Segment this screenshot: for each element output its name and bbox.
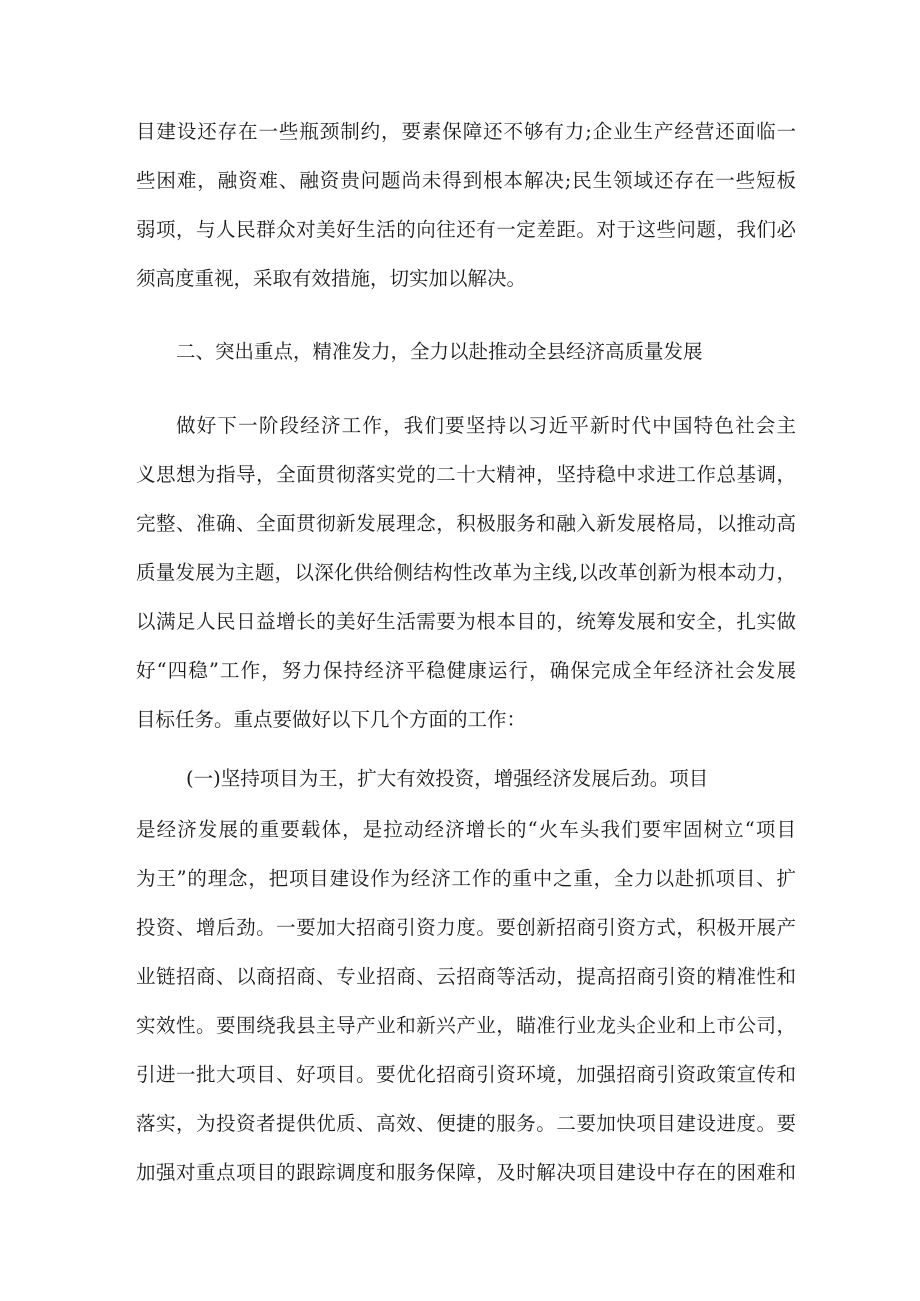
paragraph-line: 些困难，融资难、融资贵问题尚未得到根本解决;民生领域还存在一些短板 (136, 169, 796, 192)
paragraph-line: 做好下一阶段经济工作，我们要坚持以习近平新时代中国特色社会主 (176, 414, 796, 437)
paragraph-line: 业链招商、以商招商、专业招商、云招商等活动，提高招商引资的精准性和 (136, 965, 796, 988)
paragraph-line: 完整、准确、全面贯彻新发展理念，积极服务和融入新发展格局，以推动高 (136, 512, 796, 535)
paragraph-line: 义思想为指导，全面贯彻落实党的二十大精神，坚持稳中求进工作总基调， (136, 463, 796, 486)
paragraph-line: 以满足人民日益增长的美好生活需要为根本目的，统筹发展和安全，扎实做 (136, 610, 796, 633)
paragraph-line: 为王”的理念，把项目建设作为经济工作的重中之重，全力以赴抓项目、扩 (136, 867, 796, 890)
paragraph-line: 实效性。要围绕我县主导产业和新兴产业，瞄准行业龙头企业和上市公司， (136, 1014, 796, 1037)
paragraph-line: 投资、增后劲。一要加大招商引资力度。要创新招商引资方式，积极开展产 (136, 916, 796, 939)
paragraph-line: 目建设还存在一些瓶颈制约，要素保障还不够有力;企业生产经营还面临一 (136, 120, 796, 143)
paragraph-line: 加强对重点项目的跟踪调度和服务保障，及时解决项目建设中存在的困难和 (136, 1161, 796, 1184)
paragraph-line: 目标任务。重点要做好以下几个方面的工作： (136, 708, 527, 731)
paragraph-line: 质量发展为主题，以深化供给侧结构性改革为主线,以改革创新为根本动力， (136, 561, 796, 584)
paragraph-line: 须高度重视，采取有效措施，切实加以解决。 (136, 267, 527, 290)
paragraph-line: 是经济发展的重要载体，是拉动经济增长的“火车头我们要牢固树立“项目 (136, 818, 796, 841)
paragraph-line: 弱项，与人民群众对美好生活的向往还有一定差距。对于这些问题，我们必 (136, 218, 796, 241)
paragraph-line: 落实，为投资者提供优质、高效、便捷的服务。二要加快项目建设进度。要 (136, 1112, 796, 1135)
section-heading: 二、突出重点，精准发力，全力以赴推动全县经济高质量发展 (176, 340, 703, 363)
paragraph-line: 好“四稳”工作，努力保持经济平稳健康运行，确保完成全年经济社会发展 (136, 659, 796, 682)
paragraph-line: 引进一批大项目、好项目。要优化招商引资环境，加强招商引资政策宣传和 (136, 1063, 796, 1086)
paragraph-line-spacer (136, 235, 796, 265)
subsection-heading: (一)坚持项目为王，扩大有效投资，增强经济发展后劲。项目 (186, 767, 709, 790)
